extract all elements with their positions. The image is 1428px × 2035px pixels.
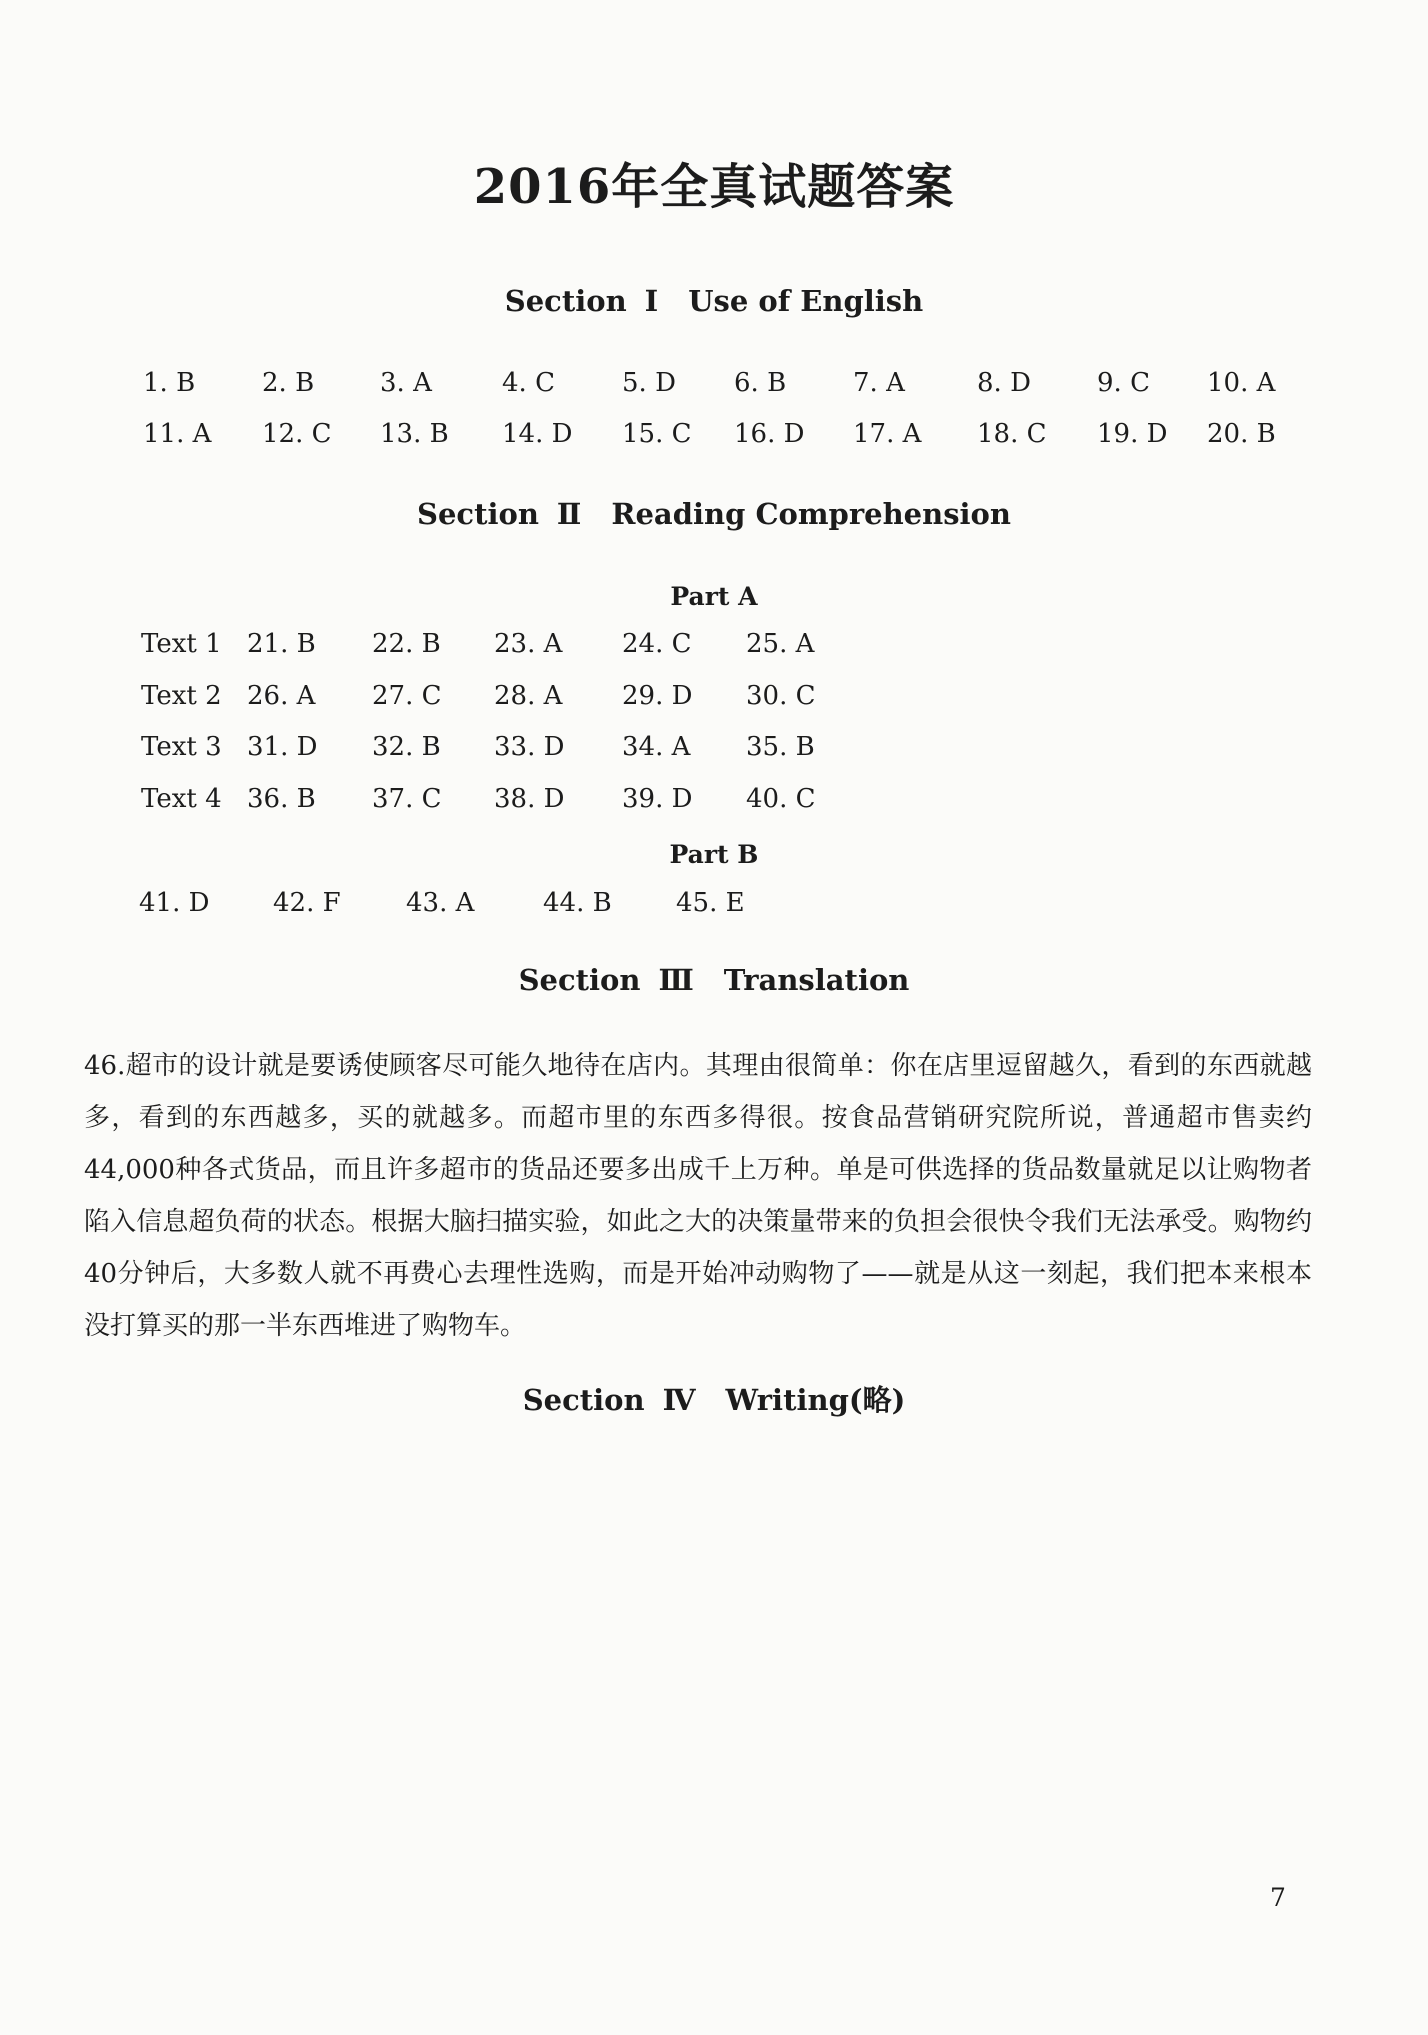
answer: 23. A — [494, 629, 563, 659]
answer: 10. A — [1207, 368, 1276, 398]
answer: 41. D — [139, 888, 210, 918]
answer: 40. C — [746, 784, 816, 814]
answer: 33. D — [494, 732, 565, 762]
part-a-row-1 — [0, 629, 1428, 669]
answer: 25. A — [746, 629, 815, 659]
answer: 36. B — [247, 784, 316, 814]
answer: 17. A — [853, 419, 922, 449]
answer: 18. C — [977, 419, 1047, 449]
section-label: Section — [522, 1383, 645, 1417]
answer: 20. B — [1207, 419, 1276, 449]
section-name: Writing(略) — [725, 1383, 906, 1417]
answer: 4. C — [502, 368, 555, 398]
answer: 37. C — [372, 784, 442, 814]
answer: 12. C — [262, 419, 332, 449]
answer: 24. C — [622, 629, 692, 659]
answer: 27. C — [372, 681, 442, 711]
part-a-row-4 — [0, 784, 1428, 824]
answer: 7. A — [853, 368, 905, 398]
part-a-heading: Part A — [670, 582, 758, 611]
answer: 15. C — [622, 419, 692, 449]
section-label: Section — [518, 963, 641, 997]
answer: 22. B — [372, 629, 441, 659]
translation-answer: 46.超市的设计就是要诱使顾客尽可能久地待在店内。其理由很简单：你在店里逗留越久，看到的东西就越多，看到的东西越多，买的就越多。而超市里的东西多得很。按食品营销研究院所说，普通超市售卖约44,000种各式货品，而且许多超市的货品还要多出成千上万种。单是可供选择的货品数量就足以让购物者陷入信息超负荷的状态。根据大脑扫描实验，如此之大的决策量带来的负担会很快令我们无法承受。购物约40分钟后，大多数人就不再费心去理性选购，而是开始冲动购物了——就是从这一刻起，我们把本来根本没打算买的那一半东西堆进了购物车。 — [84, 1051, 1312, 1341]
section-numeral: Ⅰ — [644, 284, 659, 318]
text-label: Text 1 — [141, 629, 222, 659]
answer: 11. A — [143, 419, 212, 449]
answer: 9. C — [1097, 368, 1150, 398]
section-2-heading — [0, 497, 1428, 531]
section-name: Reading Comprehension — [611, 497, 1011, 531]
answer: 19. D — [1097, 419, 1168, 449]
answer: 3. A — [380, 368, 432, 398]
answer: 39. D — [622, 784, 693, 814]
answer: 29. D — [622, 681, 693, 711]
answer: 1. B — [143, 368, 196, 398]
answer: 5. D — [622, 368, 676, 398]
section-3-heading — [0, 963, 1428, 997]
use-of-english-row-2 — [0, 419, 1428, 459]
answer: 42. F — [273, 888, 341, 918]
part-a-row-3 — [0, 732, 1428, 772]
section-numeral: Ⅳ — [662, 1383, 696, 1417]
answer: 13. B — [380, 419, 449, 449]
answer: 2. B — [262, 368, 315, 398]
page-number: 7 — [1270, 1883, 1286, 1912]
section-1-heading — [0, 284, 1428, 318]
answer: 16. D — [734, 419, 805, 449]
answer: 45. E — [676, 888, 745, 918]
use-of-english-row-1 — [0, 368, 1428, 408]
answer: 14. D — [502, 419, 573, 449]
section-4-heading — [0, 1378, 1428, 1419]
answer: 8. D — [977, 368, 1031, 398]
answer: 43. A — [406, 888, 475, 918]
section-numeral: Ⅲ — [658, 963, 694, 997]
answer: 21. B — [247, 629, 316, 659]
answer: 31. D — [247, 732, 318, 762]
answer: 44. B — [543, 888, 612, 918]
answer: 26. A — [247, 681, 316, 711]
section-name: Translation — [723, 963, 910, 997]
answer: 32. B — [372, 732, 441, 762]
page-title: 2016年全真试题答案 — [473, 159, 955, 215]
part-a-row-2 — [0, 681, 1428, 721]
answer: 28. A — [494, 681, 563, 711]
part-b-row — [0, 888, 1428, 928]
text-label: Text 4 — [141, 784, 222, 814]
section-label: Section — [417, 497, 539, 531]
part-b-heading: Part B — [669, 840, 759, 869]
text-label: Text 3 — [141, 732, 222, 762]
answer: 6. B — [734, 368, 787, 398]
answer: 34. A — [622, 732, 691, 762]
answer: 35. B — [746, 732, 815, 762]
section-label: Section — [504, 284, 627, 318]
text-label: Text 2 — [141, 681, 222, 711]
section-name: Use of English — [688, 284, 924, 318]
section-numeral: Ⅱ — [556, 497, 582, 531]
answer: 30. C — [746, 681, 816, 711]
answer: 38. D — [494, 784, 565, 814]
